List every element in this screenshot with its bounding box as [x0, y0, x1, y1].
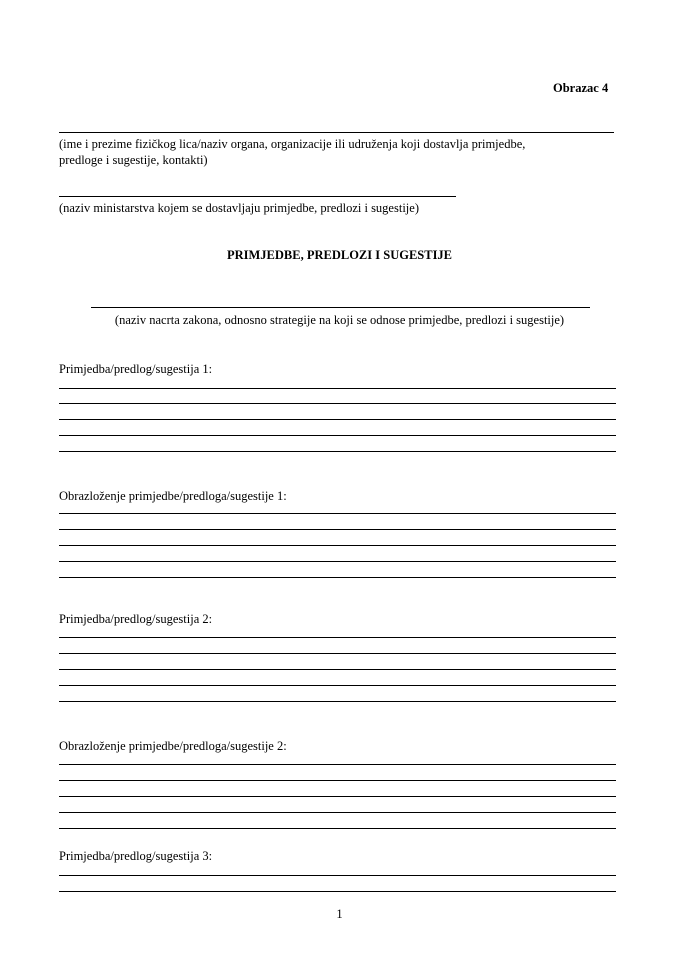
answer-line[interactable]	[59, 435, 616, 436]
answer-line[interactable]	[59, 451, 616, 452]
submitter-caption-line2: predloge i sugestije, kontakti)	[59, 153, 208, 167]
answer-line[interactable]	[59, 403, 616, 404]
section-label-justification-1: Obrazloženje primjedbe/predloga/sugestije 1:	[59, 489, 287, 503]
submitter-caption-line1: (ime i prezime fizičkog lica/naziv organa, organizacije ili udruženja koji dostavlja primjedbe,	[59, 137, 526, 151]
ministry-name-line[interactable]	[59, 196, 456, 197]
section-label-remark-2: Primjedba/predlog/sugestija 2:	[59, 612, 213, 626]
answer-line[interactable]	[59, 529, 616, 530]
submitter-name-line[interactable]	[59, 132, 614, 133]
page-number: 1	[336, 907, 343, 921]
answer-line[interactable]	[59, 701, 616, 702]
answer-line[interactable]	[59, 545, 616, 546]
answer-line[interactable]	[59, 891, 616, 892]
section-label-remark-3: Primjedba/predlog/sugestija 3:	[59, 849, 213, 863]
form-title: PRIMJEDBE, PREDLOZI I SUGESTIJE	[226, 248, 453, 262]
ministry-caption: (naziv ministarstva kojem se dostavljaju primjedbe, predlozi i sugestije)	[59, 201, 419, 215]
answer-line[interactable]	[59, 561, 616, 562]
section-label-justification-2: Obrazloženje primjedbe/predloga/sugestije 2:	[59, 739, 287, 753]
section-label-remark-1: Primjedba/predlog/sugestija 1:	[59, 362, 213, 376]
answer-line[interactable]	[59, 685, 616, 686]
answer-line[interactable]	[59, 875, 616, 876]
answer-line[interactable]	[59, 828, 616, 829]
draft-caption: (naziv nacrta zakona, odnosno strategije na koji se odnose primjedbe, predlozi i sugestije)	[114, 313, 565, 327]
answer-line[interactable]	[59, 577, 616, 578]
answer-line[interactable]	[59, 637, 616, 638]
answer-line[interactable]	[59, 513, 616, 514]
form-label: Obrazac 4	[553, 81, 609, 95]
answer-line[interactable]	[59, 419, 616, 420]
answer-line[interactable]	[59, 669, 616, 670]
answer-line[interactable]	[59, 653, 616, 654]
answer-line[interactable]	[59, 796, 616, 797]
answer-line[interactable]	[59, 780, 616, 781]
answer-line[interactable]	[59, 764, 616, 765]
answer-line[interactable]	[59, 812, 616, 813]
answer-line[interactable]	[59, 388, 616, 389]
draft-name-line[interactable]	[91, 307, 590, 308]
